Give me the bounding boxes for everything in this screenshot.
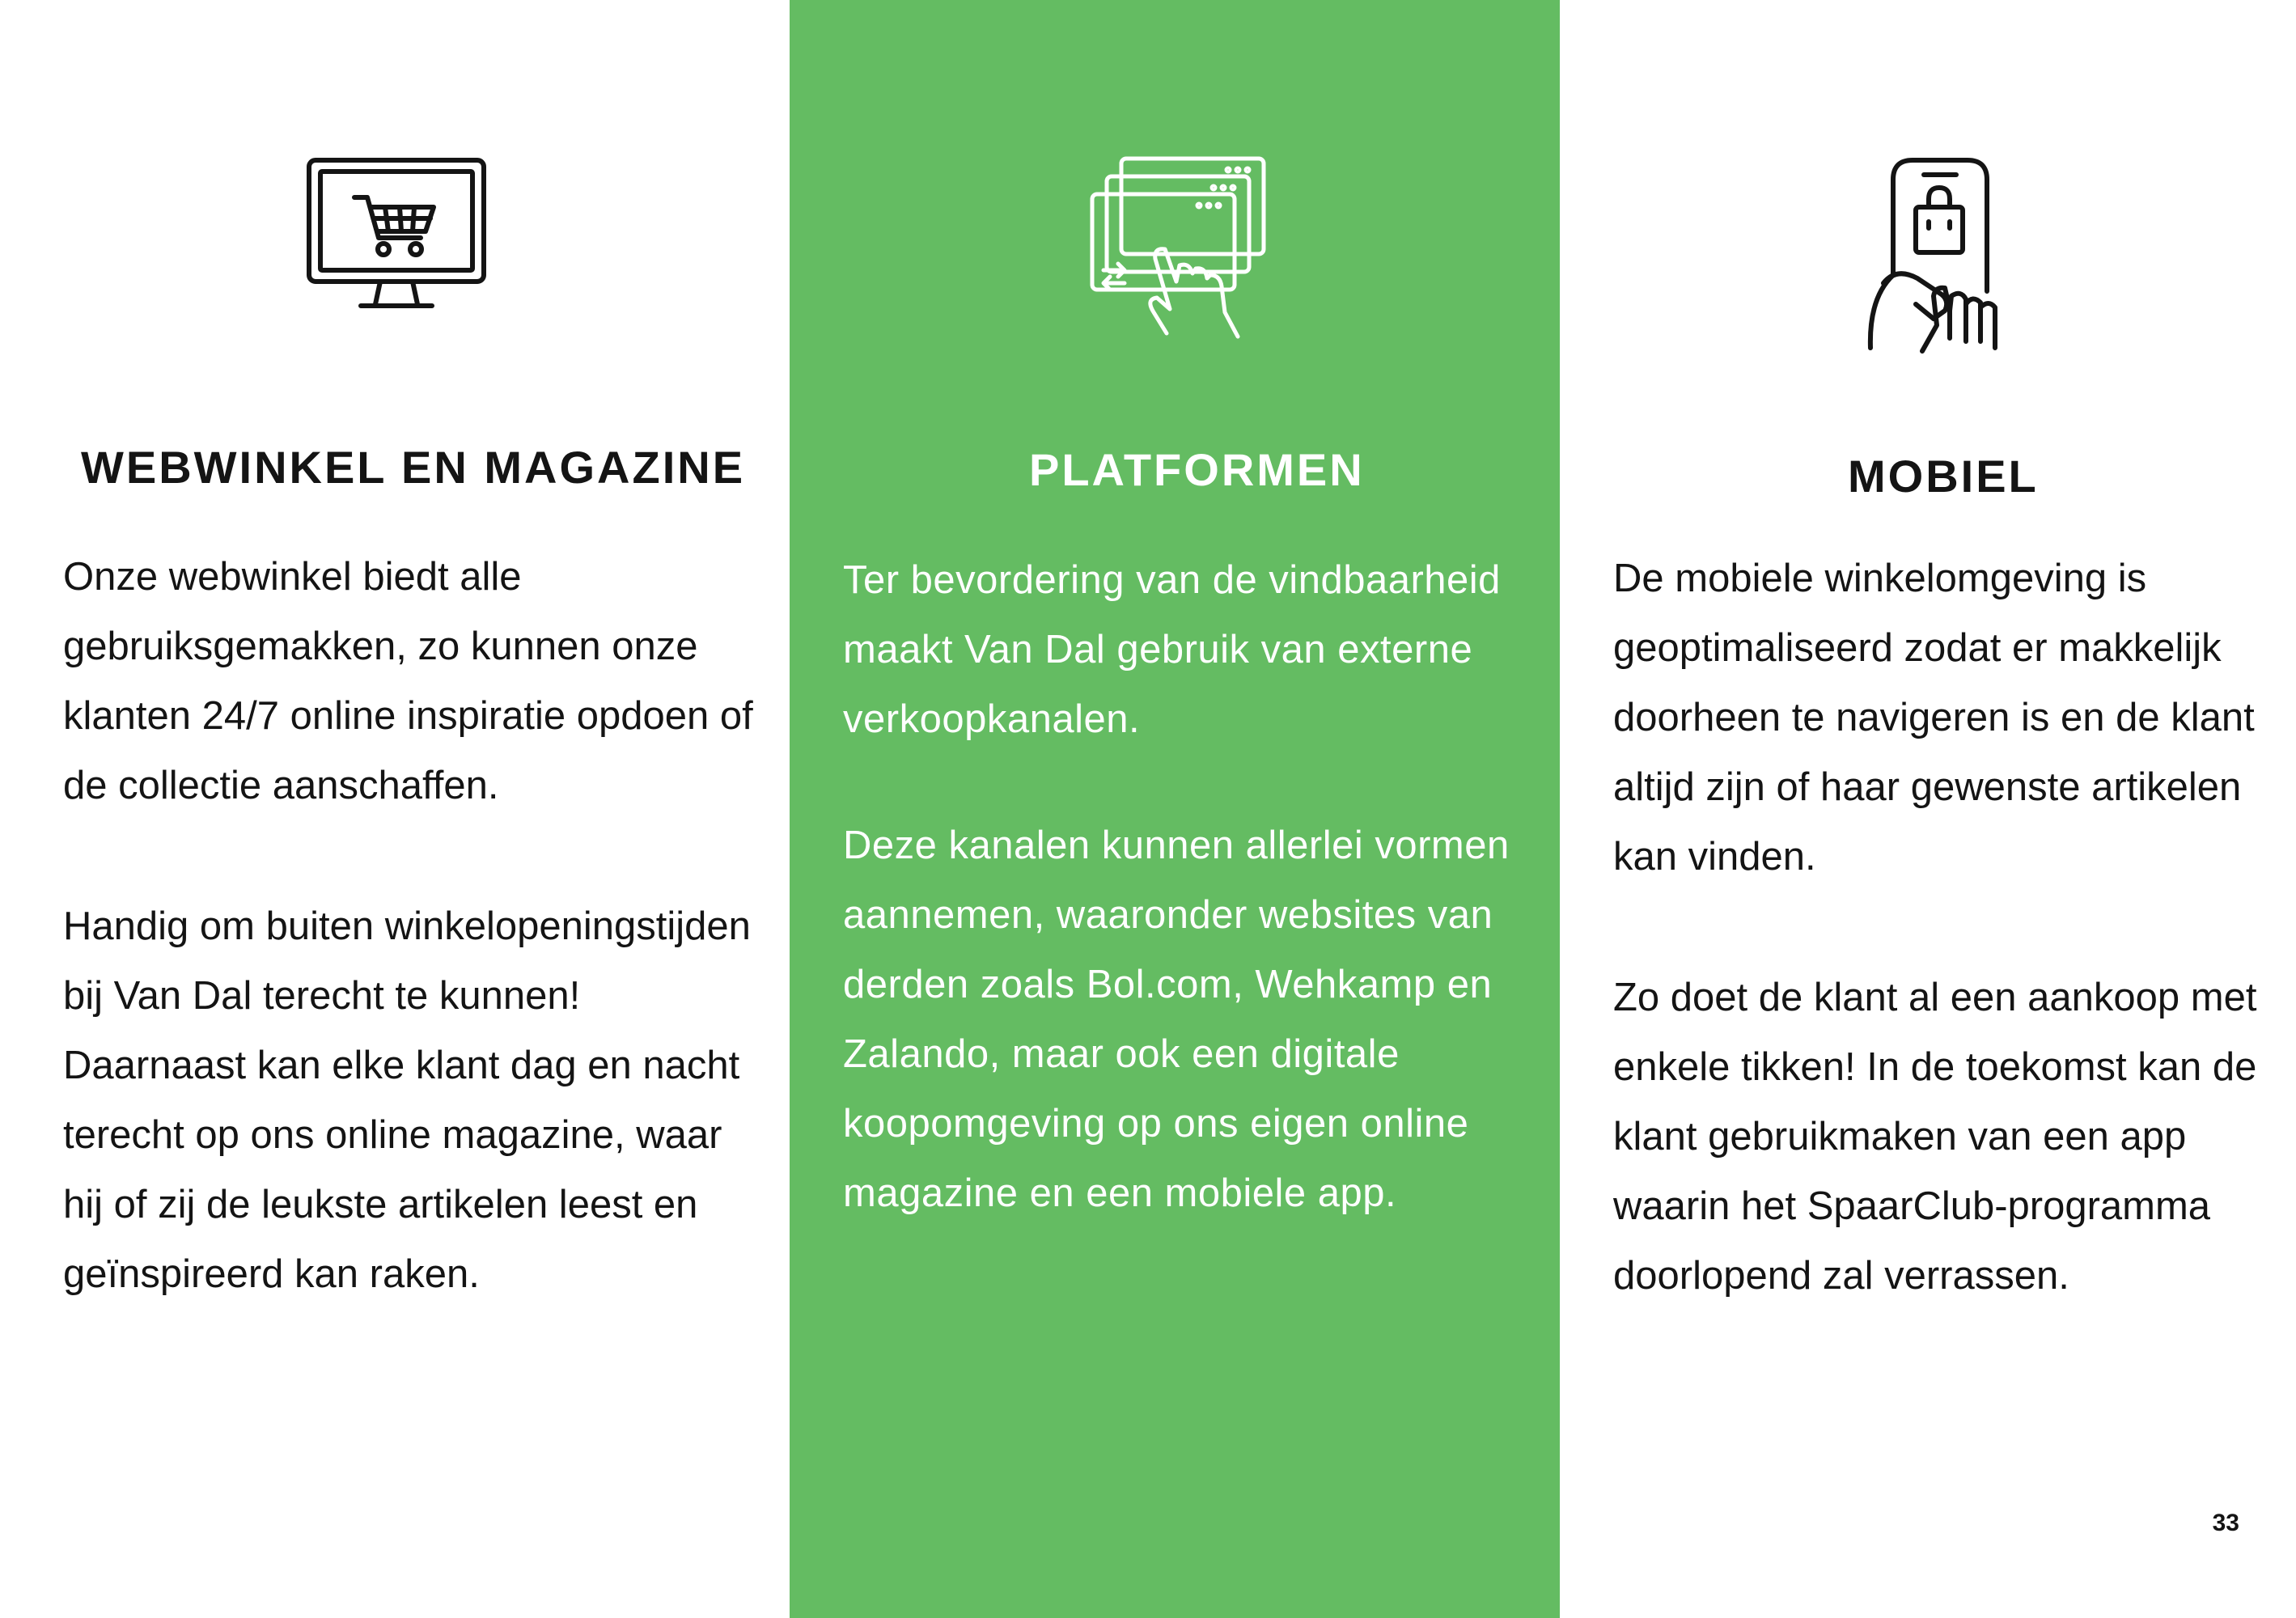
paragraph-platformen-2: Deze kanalen kunnen allerlei vormen aannemen, waaronder websites van derden zoals Bol.com, Wehkamp en Zalando, maar ook een digitale koopomgeving op ons eigen online magazine en een mobiele app.: [843, 824, 1510, 1215]
column-webwinkel: [0, 0, 790, 1618]
heading-webwinkel: WEBWINKEL EN MAGAZINE: [81, 442, 746, 493]
page-number: 33: [2212, 1510, 2239, 1536]
paragraph-webwinkel-1: Onze webwinkel biedt alle gebruiksgemakken, zo kunnen onze klanten 24/7 online inspiratie opdoen of de collectie aanschaffen.: [63, 555, 753, 807]
paragraph-webwinkel-2: Handig om buiten winkelopeningstijden bij Van Dal terecht te kunnen! Daarnaast kan elke klant dag en nacht terecht op ons online magazine, waar hij of zij de leukste artikelen leest en geïnspireerd kan raken.: [63, 904, 751, 1296]
heading-mobiel: MOBIEL: [1848, 451, 2039, 502]
column-platformen: [790, 0, 1560, 1618]
mobile-shopping-bag-icon: [1843, 154, 2037, 356]
paragraph-mobiel-1: De mobiele winkelomgeving is geoptimaliseerd zodat er makkelijk doorheen te navigeren is en de klant altijd zijn of haar gewenste artikelen kan vinden.: [1613, 557, 2255, 879]
heading-platformen: PLATFORMEN: [1029, 444, 1365, 495]
column-mobiel: [1560, 0, 2296, 1618]
browser-windows-touch-icon: [1079, 147, 1273, 349]
paragraph-platformen-1: Ter bevordering van de vindbaarheid maakt Van Dal gebruik van externe verkoopkanalen.: [843, 558, 1501, 741]
paragraph-mobiel-2: Zo doet de klant al een aankoop met enkele tikken! In de toekomst kan de klant gebruikmaken van een app waarin het SpaarClub-programma doorlopend zal verrassen.: [1613, 976, 2257, 1298]
computer-shopping-cart-icon: [299, 154, 494, 316]
